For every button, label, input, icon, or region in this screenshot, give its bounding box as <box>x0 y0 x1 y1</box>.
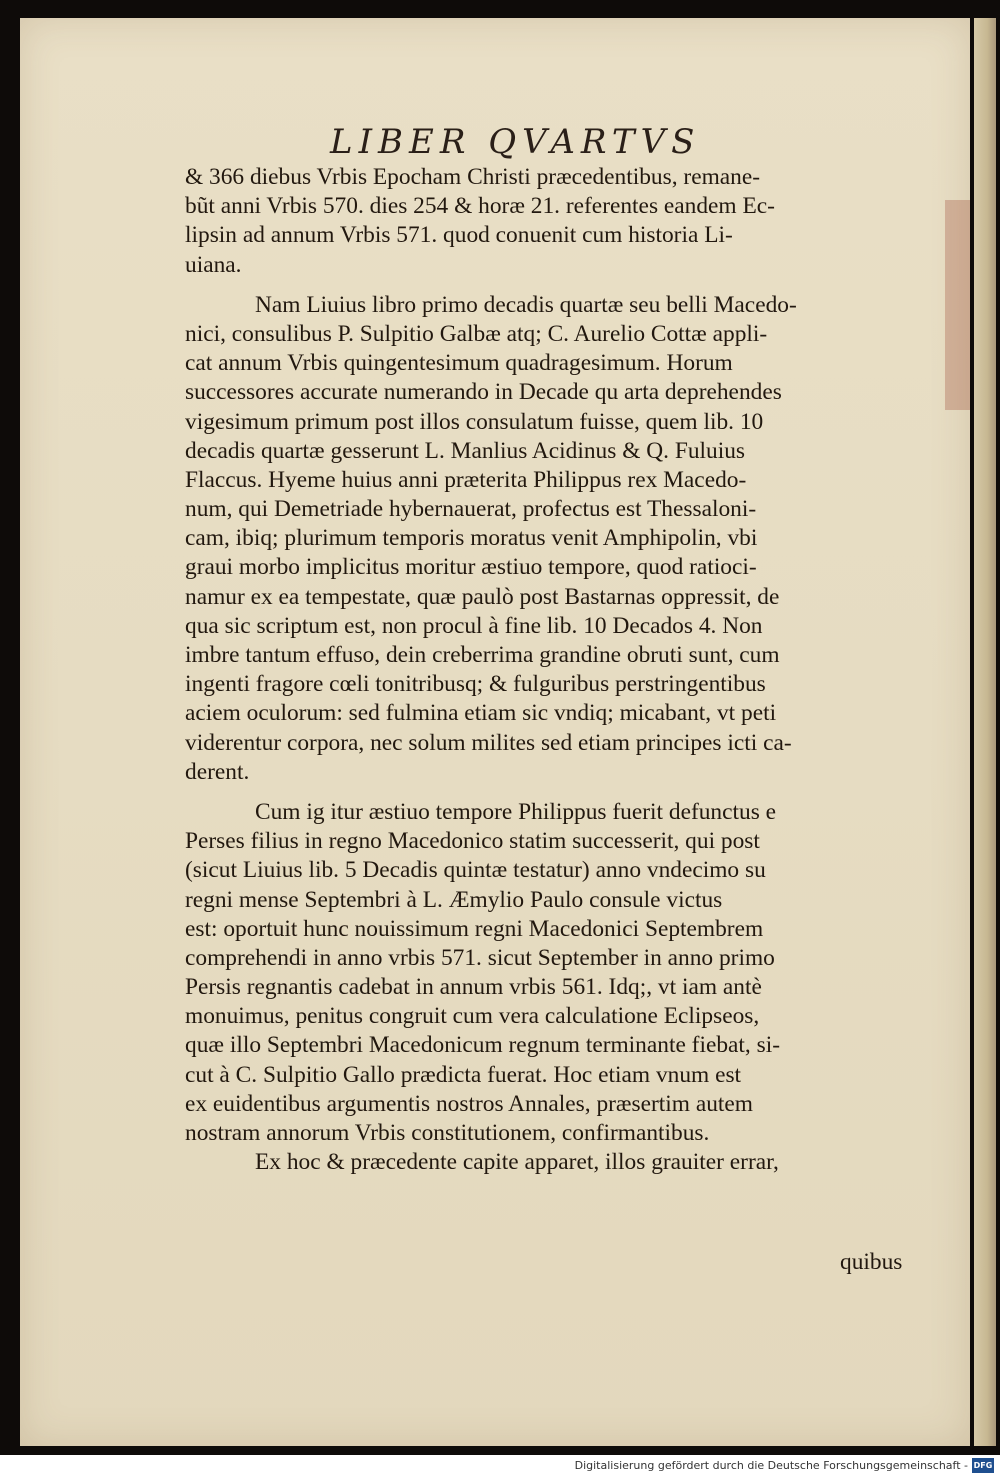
text-line: (sicut Liuius lib. 5 Decadis quintæ testatur) anno vndecimo su <box>185 857 766 884</box>
catchword: quibus <box>840 1249 903 1275</box>
text-line: regni mense Septembri à L. Æmylio Paulo consule victus <box>185 886 723 913</box>
text-line: & 366 diebus Vrbis Epocham Christi præcedentibus, remane- <box>185 164 761 190</box>
text-line: lipsin ad annum Vrbis 571. quod conuenit cum historia Li- <box>185 222 733 249</box>
page-edge <box>974 18 996 1446</box>
paragraph-gap <box>185 280 937 291</box>
text-line: Ex hoc & præcedente capite apparet, illos grauiter errar, <box>255 1149 779 1176</box>
text-line: qua sic scriptum est, non procul à fine lib. 10 Decados 4. Non <box>185 612 763 639</box>
text-line: comprehendi in anno vrbis 571. sicut September in anno primo <box>185 944 775 971</box>
text-line: bũt anni Vrbis 570. dies 254 & horæ 21. referentes eandem Ec- <box>185 193 775 220</box>
dfg-logo[interactable]: DFG <box>972 1458 994 1473</box>
text-line: aciem oculorum: sed fulmina etiam sic vndiq; micabant, vt peti <box>185 700 777 727</box>
text-line: Perses filius in regno Macedonico statim successerit, qui post <box>185 828 760 855</box>
text-line: Cum ig itur æstiuo tempore Philippus fuerit defunctus e <box>255 798 777 825</box>
text-line: graui morbo implicitus moritur æstiuo tempore, quod ratioci- <box>185 554 757 581</box>
text-line: num, qui Demetriade hybernauerat, profectus est Thessaloni- <box>185 496 757 523</box>
running-head: LIBER QVARTVS <box>330 122 701 162</box>
body-text <box>185 163 937 1177</box>
text-line: monuimus, penitus congruit cum vera calculatione Eclipseos, <box>185 1003 760 1030</box>
footer-credit: Digitalisierung gefördert durch die Deutsche Forschungsgemeinschaft - <box>574 1459 968 1472</box>
text-line: nostram annorum Vrbis constitutionem, confirmantibus. <box>185 1120 710 1146</box>
text-line: cat annum Vrbis quingentesimum quadragesimum. Horum <box>185 350 733 377</box>
text-line: Flaccus. Hyeme huius anni præterita Philippus rex Macedo- <box>185 466 747 493</box>
text-line: cam, ibiq; plurimum temporis moratus venit Amphipolin, vbi <box>185 525 758 552</box>
text-line: uiana. <box>185 251 242 278</box>
text-line: ex euidentibus argumentis nostros Annales, præsertim autem <box>185 1090 753 1117</box>
text-line: namur ex ea tempestate, quæ paulò post Bastarnas oppressit, de <box>185 583 780 610</box>
text-line: Nam Liuius libro primo decadis quartæ seu belli Macedo- <box>255 291 797 318</box>
page-stain <box>945 200 970 410</box>
text-line: nici, consulibus P. Sulpitio Galbæ atq; C. Aurelio Cottæ appli- <box>185 320 768 347</box>
text-line: decadis quartæ gesserunt L. Manlius Acidinus & Q. Fuluius <box>185 437 746 464</box>
text-line: vigesimum primum post illos consulatum fuisse, quem lib. 10 <box>185 408 764 435</box>
text-line: Persis regnantis cadebat in annum vrbis 561. Idq;, vt iam antè <box>185 974 762 1001</box>
text-line: est: oportuit hunc nouissimum regni Macedonici Septembrem <box>185 915 764 942</box>
text-line: imbre tantum effuso, dein creberrima grandine obruti sunt, cum <box>185 642 780 668</box>
text-line: quæ illo Septembri Macedonicum regnum terminante fiebat, si- <box>185 1032 781 1059</box>
text-line: viderentur corpora, nec solum milites sed etiam principes icti ca- <box>185 729 792 756</box>
text-line: ingenti fragore cœli tonitribusq; & fulguribus perstringentibus <box>185 671 766 698</box>
text-line: derent. <box>185 758 250 785</box>
paragraph-gap <box>185 787 937 798</box>
text-line: successores accurate numerando in Decade qu arta deprehendes <box>185 379 782 406</box>
text-line: cut à C. Sulpitio Gallo prædicta fuerat. Hoc etiam vnum est <box>185 1061 742 1088</box>
